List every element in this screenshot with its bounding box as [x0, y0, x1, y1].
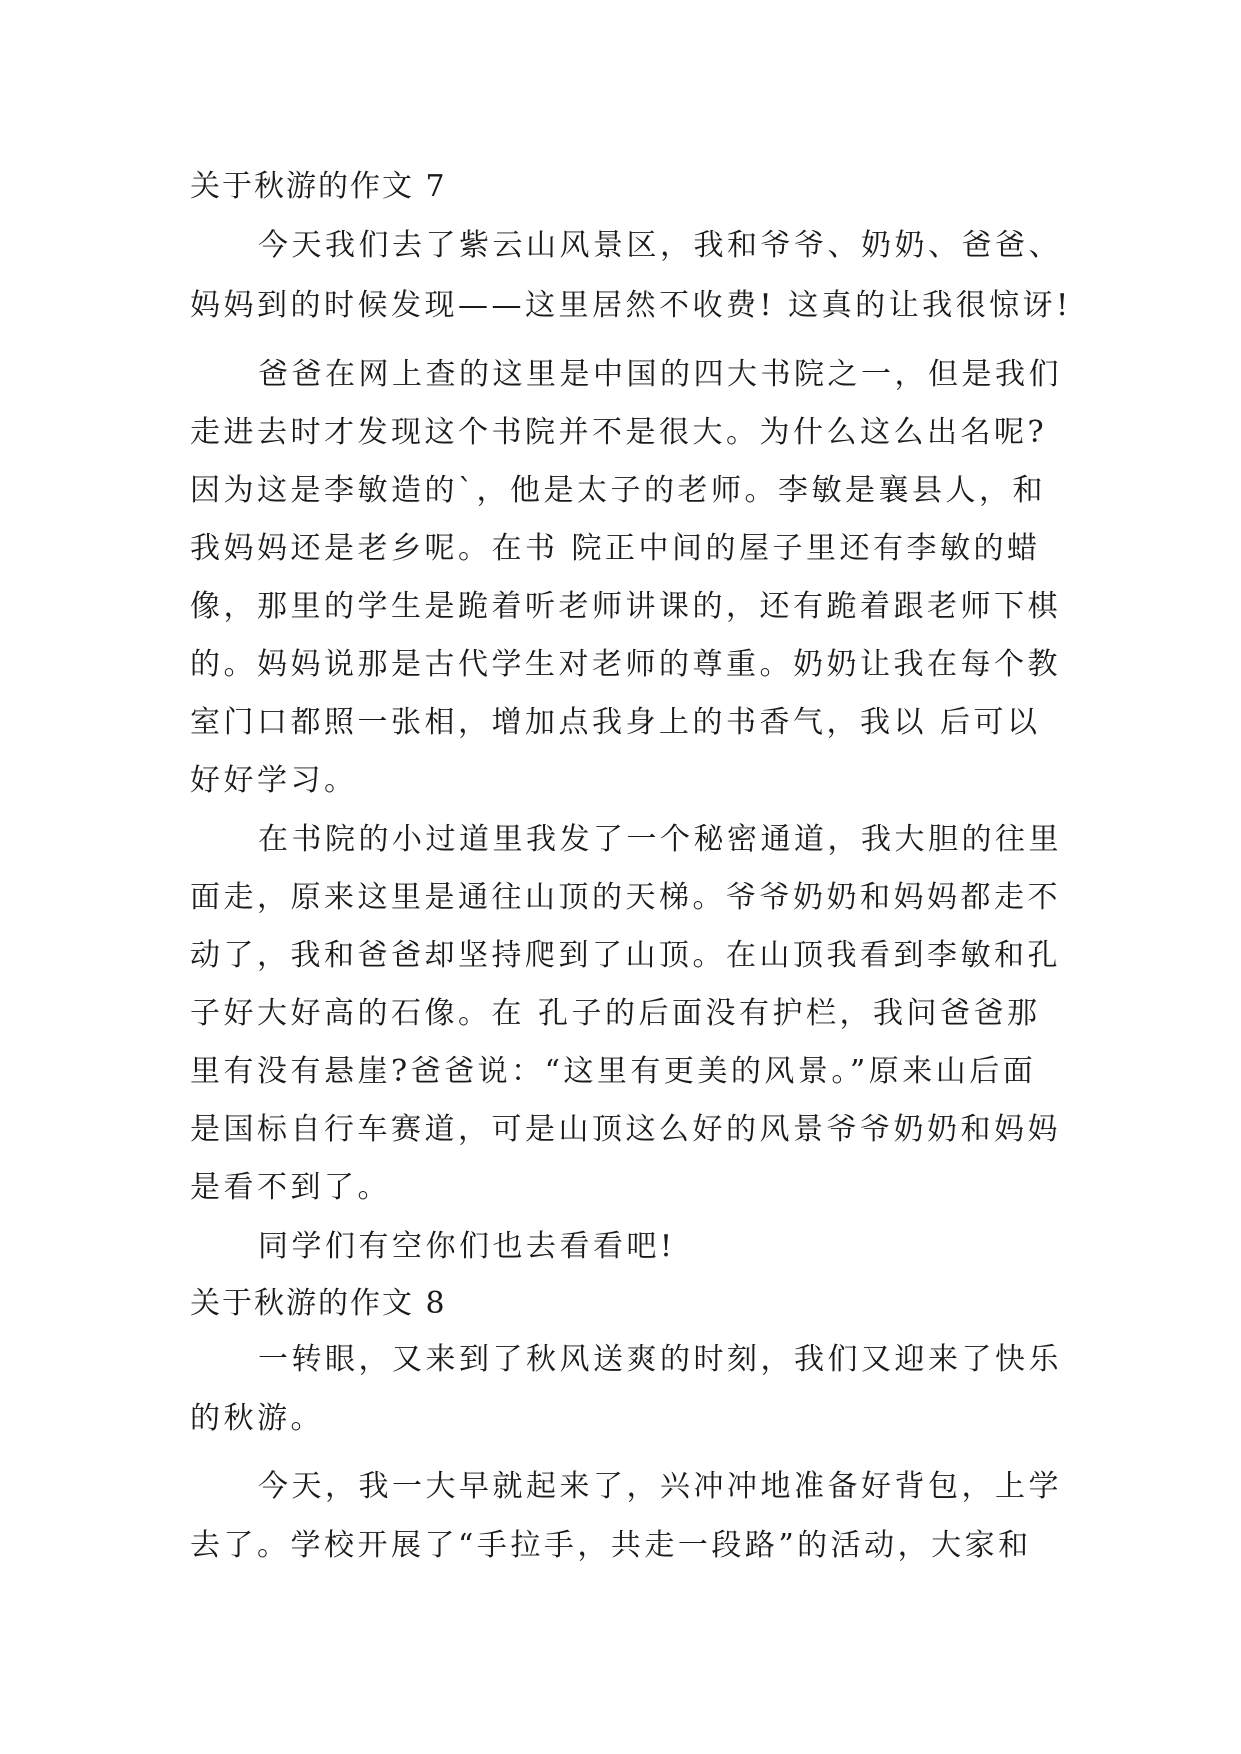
text-line: 动了，我和爸爸却坚持爬到了山顶。在山顶我看到李敏和孔 — [190, 938, 1061, 973]
text-line: 好好学习。 — [190, 763, 358, 798]
text-line: 同学们有空你们也去看看吧! — [258, 1229, 676, 1264]
text-line: 因为这是李敏造的`，他是太子的老师。李敏是襄县人，和 — [190, 473, 1046, 508]
text-line: 妈妈到的时候发现——这里居然不收费! 这真的让我很惊讶! — [190, 288, 1072, 323]
text-line: 是国标自行车赛道，可是山顶这么好的风景爷爷奶奶和妈妈 — [190, 1112, 1061, 1147]
text-line: 面走，原来这里是通往山顶的天梯。爷爷奶奶和妈妈都走不 — [190, 880, 1061, 915]
text-line: 去了。学校开展了“手拉手，共走一段路”的活动，大家和 — [190, 1528, 1032, 1563]
text-line: 子好大好高的石像。在 孔子的后面没有护栏，我问爸爸那 — [190, 996, 1041, 1031]
text-line: 的秋游。 — [190, 1401, 324, 1436]
text-line: 今天我们去了紫云山风景区，我和爷爷、奶奶、爸爸、 — [258, 228, 1062, 263]
text-line: 在书院的小过道里我发了一个秘密通道，我大胆的往里 — [258, 822, 1062, 857]
text-line: 今天，我一大早就起来了，兴冲冲地准备好背包，上学 — [258, 1469, 1062, 1504]
text-line: 的。妈妈说那是古代学生对老师的尊重。奶奶让我在每个教 — [190, 647, 1061, 682]
text-line: 是看不到了。 — [190, 1170, 391, 1205]
text-line: 爸爸在网上查的这里是中国的四大书院之一，但是我们 — [258, 357, 1062, 392]
text-line: 走进去时才发现这个书院并不是很大。为什么这么出名呢? — [190, 415, 1048, 450]
section-title-8: 关于秋游的作文 8 — [190, 1286, 447, 1321]
text-line: 像，那里的学生是跪着听老师讲课的，还有跪着跟老师下棋 — [190, 589, 1061, 624]
text-line: 里有没有悬崖?爸爸说：“这里有更美的风景。”原来山后面 — [190, 1054, 1037, 1089]
text-line: 一转眼，又来到了秋风送爽的时刻，我们又迎来了快乐 — [258, 1342, 1062, 1377]
text-line: 我妈妈还是老乡呢。在书 院正中间的屋子里还有李敏的蜡 — [190, 531, 1041, 566]
text-line: 室门口都照一张相，增加点我身上的书香气，我以 后可以 — [190, 705, 1041, 740]
section-title-7: 关于秋游的作文 7 — [190, 169, 447, 204]
